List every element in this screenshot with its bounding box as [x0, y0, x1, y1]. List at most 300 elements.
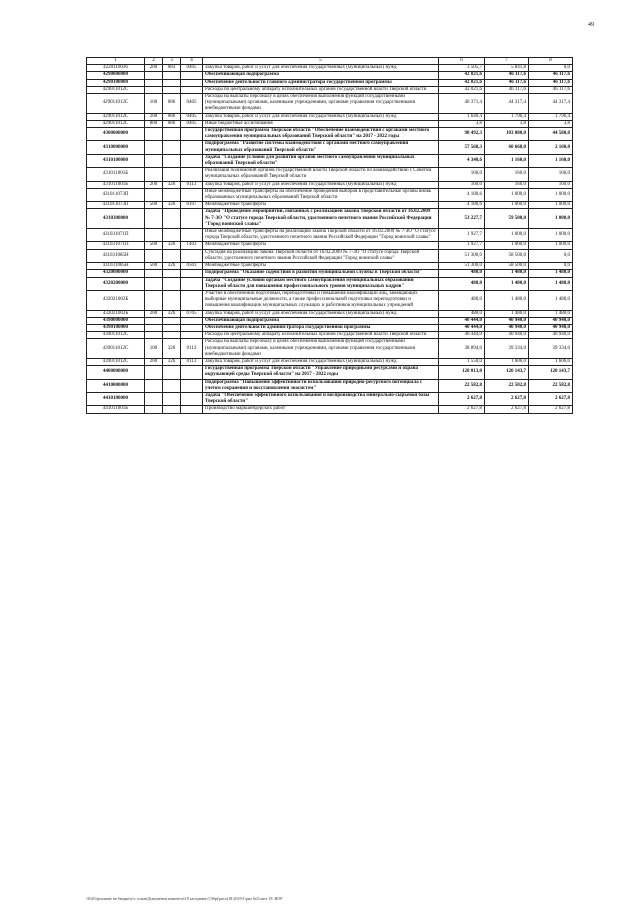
section-code-cell [181, 277, 203, 290]
description-cell: Расходы по центральному аппарату исполнительных органов государственной власти Тверской области [203, 86, 439, 93]
table-row [87, 120, 573, 127]
section-code-cell [181, 128, 203, 141]
value-2019-cell: 1 927,7 [439, 242, 485, 249]
value-2021-cell: 1 480,0 [529, 277, 573, 290]
program-code-cell: 4410100000 [87, 392, 145, 405]
header-cell: 8 [529, 58, 573, 65]
description-cell: Расходы на выплаты персоналу в целях обеспечения выполнения функций государственными (муниципальными) органами, казенными учреждениями, органами управления государственными внебюджетными фондами [203, 339, 439, 359]
value-2019-cell: 98 492,3 [439, 128, 485, 141]
program-code-cell: 4290100000 [87, 79, 145, 86]
table-row [87, 317, 573, 324]
description-cell: Межбюджетные трансферты [203, 202, 439, 209]
table-row [87, 249, 573, 262]
section-code-cell [181, 154, 203, 167]
value-2021-cell: 40 940,0 [529, 324, 573, 331]
expense-type-cell [145, 168, 163, 181]
value-2020-cell: 3,8 [485, 120, 529, 127]
value-2021-cell: 1 480,0 [529, 310, 573, 317]
value-2020-cell: 1 480,0 [485, 270, 529, 277]
value-2019-cell: 4 180,6 [439, 202, 485, 209]
value-2020-cell: 46 117,6 [485, 86, 529, 93]
footer-file-path: \\Fs01\реализат на бюджету\с созыв\Документы комитета\18 заседание (13бр)\расх(18-2019\1\рил №3\лист 18 .HOP [86, 896, 283, 901]
expense-type-cell [145, 128, 163, 141]
value-2020-cell: 1 000,0 [485, 242, 529, 249]
expense-type-cell: 100 [145, 94, 163, 114]
description-cell: Задача "Обеспечение эффективного использования и воспроизводства минерально-сырьевой базы Тверской области" [203, 392, 439, 405]
table-row [87, 366, 573, 379]
description-cell: Закупка товаров, работ и услуг для обеспечения государственных (муниципальных) нужд [203, 113, 439, 120]
department-code-cell [163, 406, 181, 413]
value-2021-cell: 2 160,0 [529, 141, 573, 154]
section-code-cell: 0113 [181, 358, 203, 365]
value-2020-cell: 160,0 [485, 181, 529, 188]
value-2020-cell: 1 606,0 [485, 358, 529, 365]
program-code-cell: 439011012С [87, 339, 145, 359]
value-2020-cell: 1 480,0 [485, 310, 529, 317]
description-cell: Закупка товаров, работ и услуг для обеспечения государственных (муниципальных) нужд [203, 358, 439, 365]
value-2020-cell: 1 160,0 [485, 154, 529, 167]
table-row [87, 379, 573, 392]
value-2019-cell: 1 927,7 [439, 229, 485, 242]
value-2021-cell: 0,0 [529, 249, 573, 262]
program-code-cell: 429011012С [87, 86, 145, 93]
value-2021-cell: 1 480,0 [529, 290, 573, 310]
value-2020-cell: 160,0 [485, 168, 529, 181]
program-code-cell: 431011073П [87, 202, 145, 209]
description-cell: Расходы на выплаты персоналу в целях обеспечения выполнения функций государственными (муниципальными) органами, казенными учреждениями, органами управления государственными внебюджетными фондами [203, 94, 439, 114]
description-cell: Обеспечение деятельности главного администратора государственной программы [203, 79, 439, 86]
value-2020-cell: 1 796,4 [485, 113, 529, 120]
program-code-cell: 431011073П [87, 188, 145, 201]
program-code-cell: 4310000000 [87, 141, 145, 154]
description-cell: Иные бюджетные ассигнования [203, 120, 439, 127]
table-row [87, 270, 573, 277]
expense-type-cell: 500 [145, 263, 163, 270]
expense-type-cell [145, 72, 163, 79]
value-2021-cell: 1 000,0 [529, 229, 573, 242]
department-code-cell [163, 324, 181, 331]
section-code-cell [181, 229, 203, 242]
value-2021-cell: 1 000,0 [529, 209, 573, 229]
section-code-cell [181, 332, 203, 339]
value-2019-cell: 51 300,0 [439, 263, 485, 270]
program-code-cell: 4310100000 [87, 154, 145, 167]
value-2020-cell: 103 080,0 [485, 128, 529, 141]
expense-type-cell: 200 [145, 65, 163, 72]
value-2019-cell: 22 582,8 [439, 379, 485, 392]
header-cell: 2 [145, 58, 163, 65]
table-row [87, 339, 573, 359]
expense-type-cell: 200 [145, 181, 163, 188]
expense-type-cell: 200 [145, 358, 163, 365]
description-cell: Закупка товаров, работ и услуг для обеспечения государственных (муниципальных) нужд [203, 310, 439, 317]
value-2019-cell: 40 444,0 [439, 317, 485, 324]
description-cell: Государственная программа Тверской области "Обеспечение взаимодействия с органами местного самоуправления муниципальных образований Тверской области" на 2017 - 2022 годы [203, 128, 439, 141]
value-2020-cell: 58 500,0 [485, 249, 529, 262]
expense-type-cell [145, 209, 163, 229]
section-code-cell [181, 379, 203, 392]
value-2021-cell: 22 582,8 [529, 379, 573, 392]
value-2021-cell: 44 317,4 [529, 94, 573, 114]
program-code-cell: 4220110036 [87, 65, 145, 72]
expense-type-cell [145, 290, 163, 310]
department-code-cell: 326 [163, 358, 181, 365]
program-code-cell: 431031085Н [87, 249, 145, 262]
value-2020-cell: 2 627,8 [485, 392, 529, 405]
value-2019-cell: 1 646,4 [439, 113, 485, 120]
expense-type-cell: 500 [145, 202, 163, 209]
table-row [87, 188, 573, 201]
department-code-cell [163, 317, 181, 324]
value-2020-cell: 2 627,8 [485, 406, 529, 413]
value-2020-cell: 22 582,8 [485, 379, 529, 392]
section-code-cell [181, 392, 203, 405]
value-2019-cell: 57 568,3 [439, 141, 485, 154]
program-code-cell: 439011012С [87, 332, 145, 339]
department-code-cell [163, 332, 181, 339]
department-code-cell: 326 [163, 339, 181, 359]
department-code-cell [163, 154, 181, 167]
program-code-cell: 4390100000 [87, 324, 145, 331]
section-code-cell [181, 86, 203, 93]
value-2021-cell: 1 000,0 [529, 188, 573, 201]
program-code-cell: 431011001Б [87, 168, 145, 181]
program-code-cell: 4400000000 [87, 366, 145, 379]
description-cell: Подпрограмма "Повышение эффективности использования природно-ресурсного потенциала с учетом сохранения и восстановления экосистем" [203, 379, 439, 392]
description-cell: Обеспечивающая подпрограмма [203, 317, 439, 324]
value-2020-cell: 58 500,0 [485, 263, 529, 270]
description-cell: Подпрограмма "Оказание содействия в развитии муниципальной службы в Тверской области" [203, 270, 439, 277]
table-row [87, 202, 573, 209]
value-2021-cell: 160,0 [529, 181, 573, 188]
description-cell: Межбюджетные трансферты [203, 242, 439, 249]
value-2019-cell: 2 627,8 [439, 392, 485, 405]
description-cell: Задача "Создание условий для развития органов местного самоуправления муниципальных образований Тверской области" [203, 154, 439, 167]
description-cell: Иные межбюджетные трансферты на обеспечение проведения выборов в представительные органы вновь образованных муниципальных образований Тверской области [203, 188, 439, 201]
value-2019-cell: 2 627,8 [439, 406, 485, 413]
table-row [87, 310, 573, 317]
value-2021-cell: 1 000,0 [529, 202, 573, 209]
table-row [87, 181, 573, 188]
header-cell: 3 [163, 58, 181, 65]
expense-type-cell [145, 188, 163, 201]
expense-type-cell: 200 [145, 113, 163, 120]
value-2021-cell: 1 480,0 [529, 270, 573, 277]
header-row [87, 58, 573, 65]
department-code-cell [163, 79, 181, 86]
value-2019-cell: 160,0 [439, 181, 485, 188]
description-cell: Закупка товаров, работ и услуг для обеспечения государственных (муниципальных) нужд [203, 65, 439, 72]
section-code-cell [181, 72, 203, 79]
department-code-cell [163, 141, 181, 154]
value-2020-cell: 39 334,0 [485, 339, 529, 359]
department-code-cell [163, 72, 181, 79]
department-code-cell [163, 229, 181, 242]
expense-type-cell [145, 277, 163, 290]
section-code-cell [181, 317, 203, 324]
table-row [87, 86, 573, 93]
program-code-cell: 4290000000 [87, 72, 145, 79]
section-code-cell: 0107 [181, 202, 203, 209]
table-row [87, 94, 573, 114]
section-code-cell [181, 324, 203, 331]
value-2020-cell: 46 117,6 [485, 72, 529, 79]
value-2021-cell: 46 117,6 [529, 79, 573, 86]
header-cell: 1 [87, 58, 145, 65]
description-cell: Межбюджетные трансферты [203, 263, 439, 270]
value-2019-cell: 3 505,7 [439, 65, 485, 72]
table-row [87, 290, 573, 310]
value-2021-cell: 120 143,7 [529, 366, 573, 379]
value-2020-cell: 1 480,0 [485, 290, 529, 310]
department-code-cell [163, 188, 181, 201]
value-2019-cell: 40 371,4 [439, 94, 485, 114]
section-code-cell: 0705 [181, 310, 203, 317]
value-2021-cell: 2 627,8 [529, 406, 573, 413]
table-row [87, 168, 573, 181]
department-code-cell [163, 379, 181, 392]
value-2020-cell: 60 668,0 [485, 141, 529, 154]
department-code-cell [163, 270, 181, 277]
expense-type-cell [145, 86, 163, 93]
expense-type-cell [145, 79, 163, 86]
program-code-cell: 4300000000 [87, 128, 145, 141]
department-code-cell [163, 392, 181, 405]
department-code-cell: 326 [163, 181, 181, 188]
table-row [87, 392, 573, 405]
table-row [87, 242, 573, 249]
department-code-cell: 086 [163, 113, 181, 120]
value-2019-cell: 3,8 [439, 120, 485, 127]
value-2019-cell: 4 180,6 [439, 188, 485, 201]
description-cell: Обеспечение деятельности администратора государственной программы [203, 324, 439, 331]
department-code-cell: 326 [163, 242, 181, 249]
value-2019-cell: 480,0 [439, 277, 485, 290]
expense-type-cell: 800 [145, 120, 163, 127]
program-code-cell: 439011012С [87, 358, 145, 365]
expense-type-cell [145, 406, 163, 413]
value-2020-cell: 1 000,0 [485, 202, 529, 209]
value-2019-cell: 53 227,7 [439, 209, 485, 229]
value-2021-cell: 160,0 [529, 168, 573, 181]
department-code-cell: 326 [163, 310, 181, 317]
value-2021-cell: 46 117,6 [529, 72, 573, 79]
program-code-cell: 4320000000 [87, 270, 145, 277]
description-cell: Производство маркшейдерских работ [203, 406, 439, 413]
value-2019-cell: 42 021,6 [439, 72, 485, 79]
value-2019-cell: 160,0 [439, 168, 485, 181]
program-code-cell: 429011012С [87, 120, 145, 127]
expense-type-cell [145, 317, 163, 324]
value-2020-cell: 40 940,0 [485, 324, 529, 331]
department-code-cell [163, 128, 181, 141]
header-cell: 5 [203, 58, 439, 65]
value-2019-cell: 42 021,6 [439, 86, 485, 93]
department-code-cell: 083 [163, 65, 181, 72]
program-code-cell: 431031071П [87, 242, 145, 249]
value-2020-cell: 40 940,0 [485, 317, 529, 324]
section-code-cell: 0405 [181, 94, 203, 114]
value-2021-cell: 40 940,0 [529, 332, 573, 339]
value-2019-cell: 480,0 [439, 310, 485, 317]
table-row [87, 406, 573, 413]
program-code-cell: 429011012С [87, 113, 145, 120]
section-code-cell [181, 141, 203, 154]
section-code-cell: 0113 [181, 181, 203, 188]
expense-type-cell [145, 379, 163, 392]
value-2021-cell: 0,0 [529, 263, 573, 270]
department-code-cell: 326 [163, 263, 181, 270]
description-cell: Субсидия на реализацию закона Тверской области от 16.02.2009 № 7-ЗО "О статусе города Тверской области, удостоенного почетного звания Российской Федерации "Город воинской славы" [203, 249, 439, 262]
table-row [87, 113, 573, 120]
description-cell: Участие в обеспечении подготовки, переподготовки и повышения квалификации лиц, замещающих выборные муниципальные должности, а также профессиональной подготовки переподготовки и повышения квалификации муниципальных служащих и работников муниципальных учреждений [203, 290, 439, 310]
section-code-cell: 0113 [181, 339, 203, 359]
description-cell: Подпрограмма "Развитие системы взаимодействия с органами местного самоуправления муниципальных образований Тверской области" [203, 141, 439, 154]
section-code-cell [181, 168, 203, 181]
program-code-cell: 432021002Б [87, 310, 145, 317]
value-2021-cell: 39 334,0 [529, 339, 573, 359]
program-code-cell: 4320200000 [87, 277, 145, 290]
table-row [87, 277, 573, 290]
section-code-cell [181, 209, 203, 229]
value-2021-cell: 44 580,0 [529, 128, 573, 141]
value-2020-cell: 46 117,6 [485, 79, 529, 86]
section-code-cell: 0405 [181, 65, 203, 72]
value-2020-cell: 1 000,0 [485, 188, 529, 201]
value-2020-cell: 59 500,0 [485, 209, 529, 229]
description-cell: Иные межбюджетные трансферты на реализацию закона Тверской области от 16.02.2009 № 7-ЗО "О статусе города Тверской области, удостоенного почетного звания Российской Федерации "Город воинской славы" [203, 229, 439, 242]
page-number: 49 [588, 22, 594, 28]
value-2021-cell: 46 117,6 [529, 86, 573, 93]
department-code-cell [163, 249, 181, 262]
table-row [87, 65, 573, 72]
section-code-cell [181, 406, 203, 413]
value-2019-cell: 40 444,0 [439, 332, 485, 339]
value-2019-cell: 51 300,0 [439, 249, 485, 262]
department-code-cell [163, 366, 181, 379]
value-2020-cell: 5 841,8 [485, 65, 529, 72]
expense-type-cell: 100 [145, 339, 163, 359]
expense-type-cell: 500 [145, 242, 163, 249]
table-row [87, 324, 573, 331]
value-2021-cell: 1 796,4 [529, 113, 573, 120]
value-2019-cell: 480,0 [439, 270, 485, 277]
value-2019-cell: 480,0 [439, 290, 485, 310]
program-code-cell: 431031085Н [87, 263, 145, 270]
department-code-cell [163, 209, 181, 229]
program-code-cell: 431011001Б [87, 181, 145, 188]
section-code-cell [181, 290, 203, 310]
description-cell: Задача "Проведение мероприятий, связанных с реализацией закона Тверской области от 16.02.2009 № 7-ЗО "О статусе города Тверской области, удостоенного почетного звания Российской Федерации "Город воинской славы" [203, 209, 439, 229]
section-code-cell [181, 79, 203, 86]
value-2019-cell: 38 894,0 [439, 339, 485, 359]
section-code-cell [181, 188, 203, 201]
table-row [87, 332, 573, 339]
table-row [87, 358, 573, 365]
program-code-cell: 4310300000 [87, 209, 145, 229]
program-code-cell: 429011012С [87, 94, 145, 114]
program-code-cell: 432021002Б [87, 290, 145, 310]
budget-table [86, 57, 573, 414]
description-cell: Государственная программа Тверской области "Управление природными ресурсами и охрана окружающей среды Тверской области" на 2017 - 2022 годы [203, 366, 439, 379]
value-2021-cell: 1 606,0 [529, 358, 573, 365]
program-code-cell: 4390000000 [87, 317, 145, 324]
table-row [87, 209, 573, 229]
section-code-cell [181, 366, 203, 379]
department-code-cell [163, 277, 181, 290]
table-row [87, 229, 573, 242]
value-2021-cell: 3,8 [529, 120, 573, 127]
value-2021-cell: 1 000,0 [529, 242, 573, 249]
expense-type-cell [145, 154, 163, 167]
program-code-cell: 4410000000 [87, 379, 145, 392]
value-2021-cell: 40 940,0 [529, 317, 573, 324]
header-cell: 6 [439, 58, 485, 65]
expense-type-cell [145, 324, 163, 331]
section-code-cell: 0503 [181, 263, 203, 270]
value-2020-cell: 40 940,0 [485, 332, 529, 339]
table-row [87, 141, 573, 154]
header-cell: 7 [485, 58, 529, 65]
department-code-cell [163, 86, 181, 93]
table-row [87, 154, 573, 167]
description-cell: Обеспечивающая подпрограмма [203, 72, 439, 79]
program-code-cell: 441011001Б [87, 406, 145, 413]
table-row [87, 263, 573, 270]
department-code-cell: 086 [163, 94, 181, 114]
value-2021-cell: 0,0 [529, 65, 573, 72]
table-row [87, 79, 573, 86]
section-code-cell: 0405 [181, 113, 203, 120]
expense-type-cell [145, 270, 163, 277]
value-2021-cell: 1 160,0 [529, 154, 573, 167]
expense-type-cell [145, 332, 163, 339]
value-2021-cell: 2 627,8 [529, 392, 573, 405]
section-code-cell: 1403 [181, 242, 203, 249]
department-code-cell [163, 168, 181, 181]
description-cell: Закупка товаров, работ и услуг для обеспечения государственных (муниципальных) нужд [203, 181, 439, 188]
value-2020-cell: 44 317,4 [485, 94, 529, 114]
section-code-cell [181, 249, 203, 262]
description-cell: Задача "Создание условий органам местного самоуправления муниципальных образований Тверской области для повышения профессионального уровня муниципальных кадров" [203, 277, 439, 290]
value-2019-cell: 120 013,0 [439, 366, 485, 379]
department-code-cell [163, 290, 181, 310]
header-cell: 4 [181, 58, 203, 65]
expense-type-cell: 200 [145, 310, 163, 317]
expense-type-cell [145, 249, 163, 262]
value-2020-cell: 120 143,7 [485, 366, 529, 379]
value-2019-cell: 1 550,0 [439, 358, 485, 365]
expense-type-cell [145, 229, 163, 242]
table-row [87, 128, 573, 141]
table-row [87, 72, 573, 79]
expense-type-cell [145, 366, 163, 379]
section-code-cell [181, 270, 203, 277]
department-code-cell: 326 [163, 202, 181, 209]
section-code-cell: 0405 [181, 120, 203, 127]
expense-type-cell [145, 141, 163, 154]
value-2019-cell: 4 340,6 [439, 154, 485, 167]
expense-type-cell [145, 392, 163, 405]
department-code-cell: 086 [163, 120, 181, 127]
description-cell: Реализация полномочий органов государственной власти Тверской области по взаимодействию с Советом муниципальных образований Тверской области [203, 168, 439, 181]
value-2019-cell: 40 444,0 [439, 324, 485, 331]
value-2020-cell: 1 480,0 [485, 277, 529, 290]
value-2019-cell: 42 021,6 [439, 79, 485, 86]
description-cell: Расходы по центральному аппарату исполнительных органов государственной власти Тверской области [203, 332, 439, 339]
value-2020-cell: 1 000,0 [485, 229, 529, 242]
program-code-cell: 431031071П [87, 229, 145, 242]
